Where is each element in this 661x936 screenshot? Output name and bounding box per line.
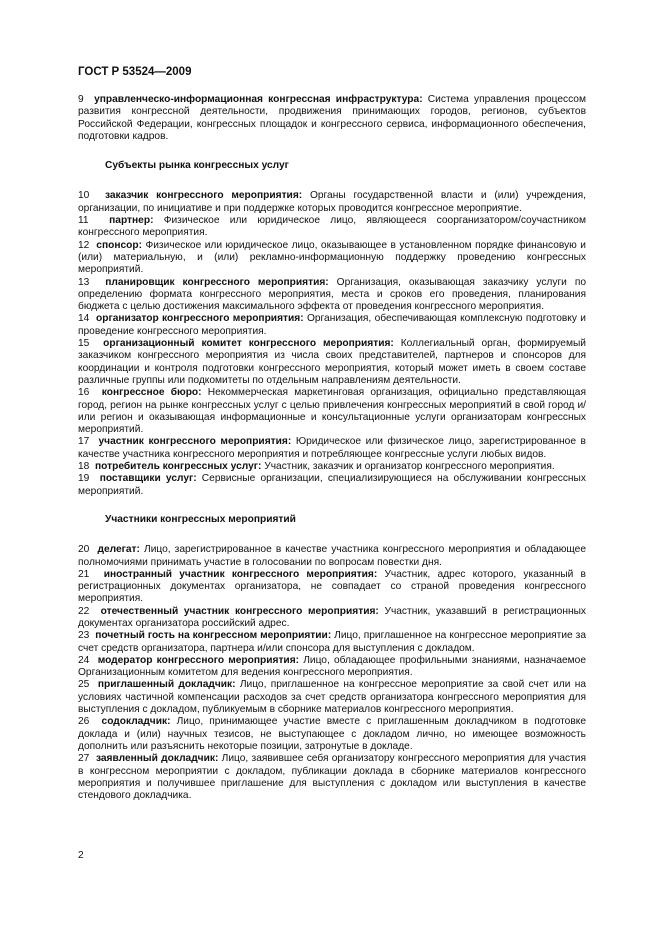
definition-13: 13 планировщик конгрессного мероприятия: Организация, оказывающая заказчику услуги по определению формата конгрессного мероприятия, места и сроков его проведения, планирования бюджета с целью достижения максимального эффекта от проведения конгрессного мероприятия. bbox=[78, 276, 586, 313]
definition-23: 23 почетный гость на конгрессном мероприятии: Лицо, приглашенное на конгрессное мероприятие за счет средств организатора, партнера и/или спонсора для выступления с докладом. bbox=[78, 630, 586, 654]
section-heading-participants: Участники конгрессных мероприятий bbox=[105, 513, 296, 525]
definition-12: 12 спонсор: Физическое или юридическое лицо, оказывающее в установленном порядке финансовую и (или) материальную, и (или) рекламно-информационную поддержку проведению конгрессных мероприятий. bbox=[78, 239, 586, 276]
definition-21: 21 иностранный участник конгрессного мероприятия: Участник, адрес которого, указанный в регистрационных документах организатора, не совпадает со страной проведения конгрессного мероприятия. bbox=[78, 568, 586, 605]
definition-14: 14 организатор конгрессного мероприятия: Организация, обеспечивающая комплексную подготовку и проведение конгрессного мероприятия. bbox=[78, 313, 586, 337]
definition-22: 22 отечественный участник конгрессного мероприятия: Участник, указавший в регистрационных документах организатора российский адрес. bbox=[78, 605, 587, 629]
page-number: 2 bbox=[78, 850, 84, 861]
section-heading-subjects: Субъекты рынка конгрессных услуг bbox=[105, 160, 289, 172]
definition-17: 17 участник конгрессного мероприятия: Юридическое или физическое лицо, зарегистрированное в качестве участника конгрессного мероприятия и потребляющее конгрессные услуги любых видов. bbox=[78, 436, 586, 460]
document-header: ГОСТ Р 53524—2009 bbox=[78, 66, 192, 78]
definition-20: 20 делегат: Лицо, зарегистрированное в качестве участника конгрессного мероприятия и обладающее полномочиями принимать участие в голосовании по вопросам повестки дня. bbox=[78, 544, 586, 568]
definition-19: 19 поставщики услуг: Сервисные организации, специализирующиеся на обслуживании конгрессных мероприятий. bbox=[78, 473, 586, 497]
definition-16: 16 конгрессное бюро: Некоммерческая маркетинговая организация, официально представляющая город, регион на рынке конгрессных услуг с целью привлечения конгрессных мероприятий в свой город и/или регион и оказывающая информационные и консультационные услуги организаторам конгрессных мероприятий. bbox=[78, 387, 586, 436]
definition-27: 27 заявленный докладчик: Лицо, заявившее себя организатору конгрессного мероприятия для участия в конгрессном мероприятии с докладом, публикации доклада в сборнике материалов конгрессного мероприятия и получившее приглашение для выступления с докладом или выступления в качестве стендового докладчика. bbox=[78, 753, 586, 802]
definition-11: 11 партнер: Физическое или юридическое лицо, являющееся соорганизатором/соучастником конгрессного мероприятия. bbox=[78, 215, 586, 239]
definition-9: 9 управленческо-информационная конгрессная инфраструктура: Система управления процессом развития конгрессной деятельности, продвижения принимающих городов, регионов, субъектов Российской Федерации, конгрессных площадок и конгрессного сервиса, информационного обеспечения, подготовки кадров. bbox=[78, 94, 586, 142]
definition-24: 24 модератор конгрессного мероприятия: Лицо, обладающее профильными знаниями, назначаемое Организационным комитетом для ведения конгрессного мероприятия. bbox=[78, 654, 586, 679]
definition-18: 18 потребитель конгрессных услуг: Участник, заказчик и организатор конгрессного мероприятия. bbox=[78, 461, 555, 473]
document-body bbox=[78, 94, 586, 802]
definition-25: 25 приглашенный докладчик: Лицо, приглашенное на конгрессное мероприятие за свой счет или на условиях частичной компенсации расходов за счет средств организатора конгрессного мероприятия для выступления с докладом, публикуемым в сборнике материалов конгрессного мероприятия. bbox=[78, 679, 586, 716]
definition-26: 26 содокладчик: Лицо, принимающее участие вместе с приглашенным докладчиком в подготовке доклада и (или) научных тезисов, не выступающее с докладом лично, но имеющее возможность дополнить или разъяснить некоторые позиции, затронутые в докладе. bbox=[78, 716, 586, 752]
definition-10: 10 заказчик конгрессного мероприятия: Органы государственной власти и (или) учреждения, организации, по инициативе и при поддержке которых проводится конгрессное мероприятие. bbox=[78, 190, 586, 214]
definition-15: 15 организационный комитет конгрессного мероприятия: Коллегиальный орган, формируемый заказчиком конгрессного мероприятия из числа своих представителей, партнеров и спонсоров для координации и контроля подготовки конгрессного мероприятия, который может иметь в своем составе различные группы или подкомитеты по отдельным направлениям деятельности. bbox=[78, 338, 586, 386]
